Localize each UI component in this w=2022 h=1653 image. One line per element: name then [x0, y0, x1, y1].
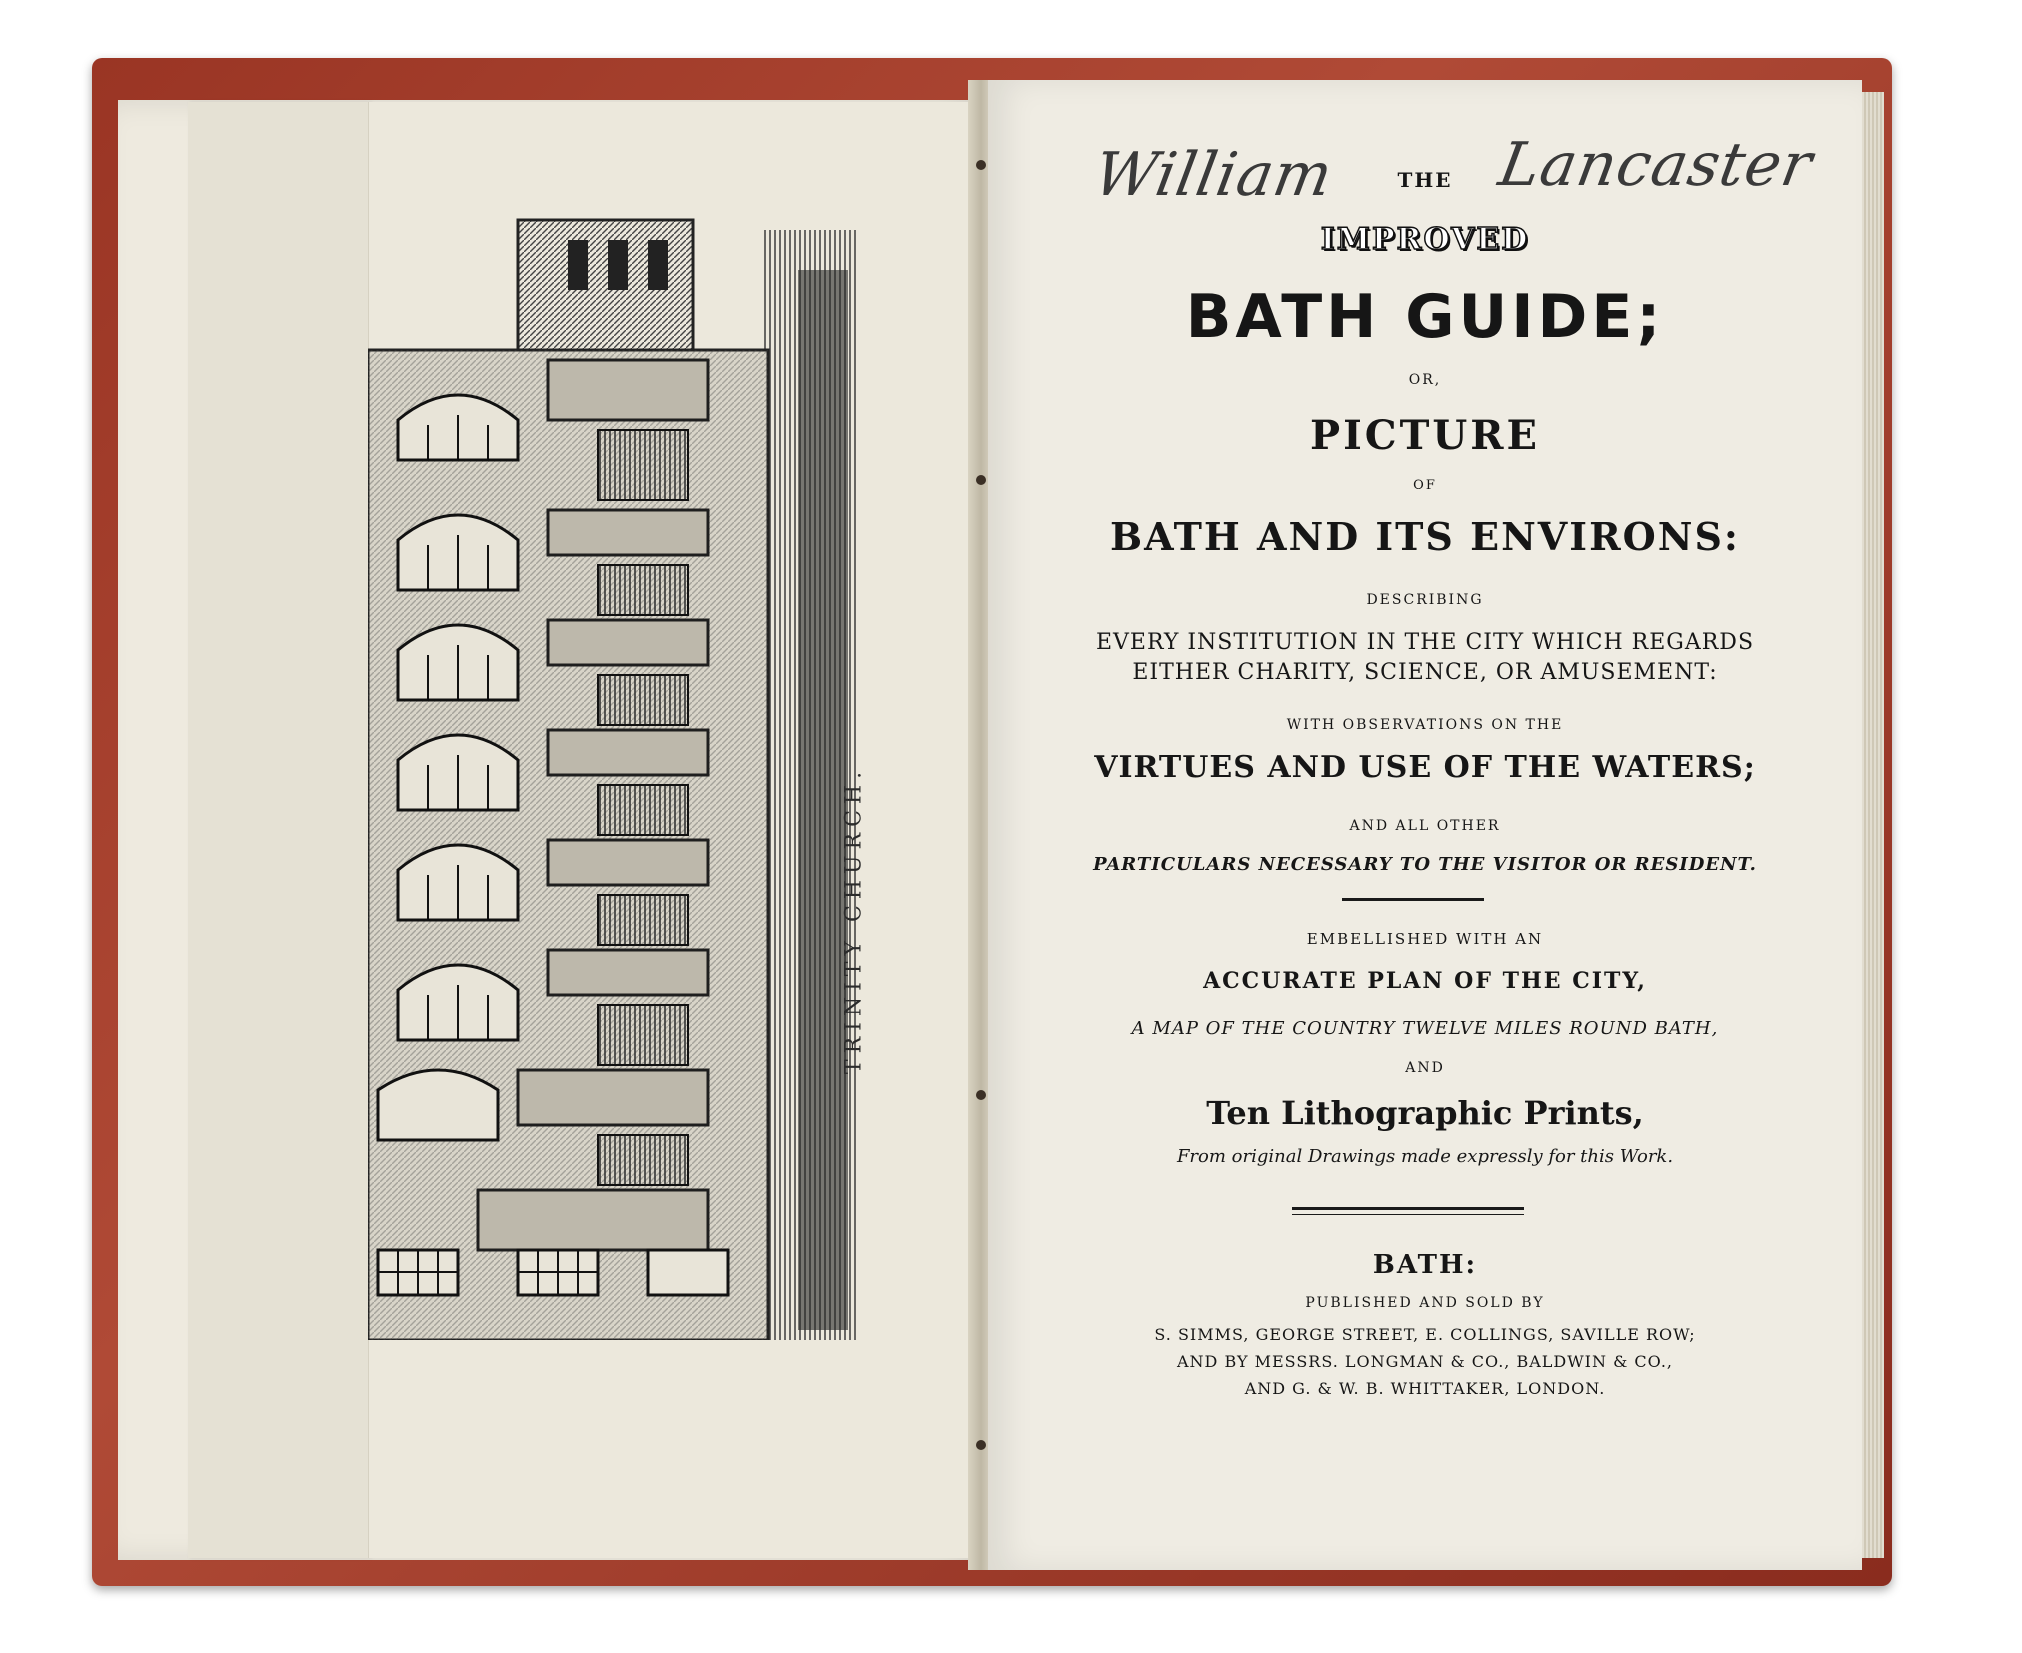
church-engraving: [368, 210, 858, 1340]
binding-stitch: [976, 1440, 986, 1450]
title-main: BATH GUIDE;: [1185, 282, 1665, 352]
title-of: OF: [1413, 478, 1437, 493]
observations: WITH OBSERVATIONS ON THE: [1286, 717, 1564, 733]
describing: DESCRIBING: [1366, 592, 1484, 608]
accurate-plan: ACCURATE PLAN OF THE CITY,: [1203, 968, 1647, 994]
title-improved: IMPROVED: [1320, 222, 1530, 257]
divider-double-top: [1292, 1207, 1524, 1210]
inscription-first-name: William: [1088, 140, 1339, 210]
inscription-last-name: Lancaster: [1493, 130, 1818, 200]
binding-stub: [188, 102, 370, 1558]
imprint-place: BATH:: [1372, 1250, 1478, 1280]
ten-prints: Ten Lithographic Prints,: [1206, 1094, 1644, 1132]
publisher2: AND BY MESSRS. LONGMAN & CO., BALDWIN & CO.,: [1177, 1352, 1673, 1371]
all-other: AND ALL OTHER: [1349, 818, 1501, 834]
map-line: A MAP OF THE COUNTRY TWELVE MILES ROUND BATH,: [1131, 1018, 1719, 1039]
and-line: AND: [1405, 1060, 1445, 1076]
published: PUBLISHED AND SOLD BY: [1305, 1295, 1545, 1311]
binding-stitch: [976, 160, 986, 170]
drawings: From original Drawings made expressly for this Work.: [1176, 1146, 1674, 1167]
title-picture: PICTURE: [1309, 412, 1540, 459]
title-or: OR,: [1408, 372, 1442, 388]
publisher1: S. SIMMS, GEORGE STREET, E. COLLINGS, SAVILLE ROW;: [1154, 1325, 1696, 1344]
divider-short: [1342, 898, 1484, 901]
title-the: THE: [1397, 168, 1453, 192]
divider-double-bottom: [1292, 1214, 1524, 1215]
plate-caption: TRINITY CHURCH.: [841, 765, 867, 1075]
desc-line2: EITHER CHARITY, SCIENCE, OR AMUSEMENT:: [1132, 660, 1718, 685]
page-edges: [1862, 92, 1884, 1558]
title-environs: BATH AND ITS ENVIRONS:: [1110, 514, 1740, 559]
embellished: EMBELLISHED WITH AN: [1306, 930, 1544, 948]
desc-line1: EVERY INSTITUTION IN THE CITY WHICH REGARDS: [1095, 630, 1755, 655]
particulars: PARTICULARS NECESSARY TO THE VISITOR OR RESIDENT.: [1093, 854, 1757, 875]
binding-stitch: [976, 475, 986, 485]
publisher3: AND G. & W. B. WHITTAKER, LONDON.: [1244, 1379, 1606, 1398]
virtues: VIRTUES AND USE OF THE WATERS;: [1094, 750, 1756, 785]
binding-stitch: [976, 1090, 986, 1100]
